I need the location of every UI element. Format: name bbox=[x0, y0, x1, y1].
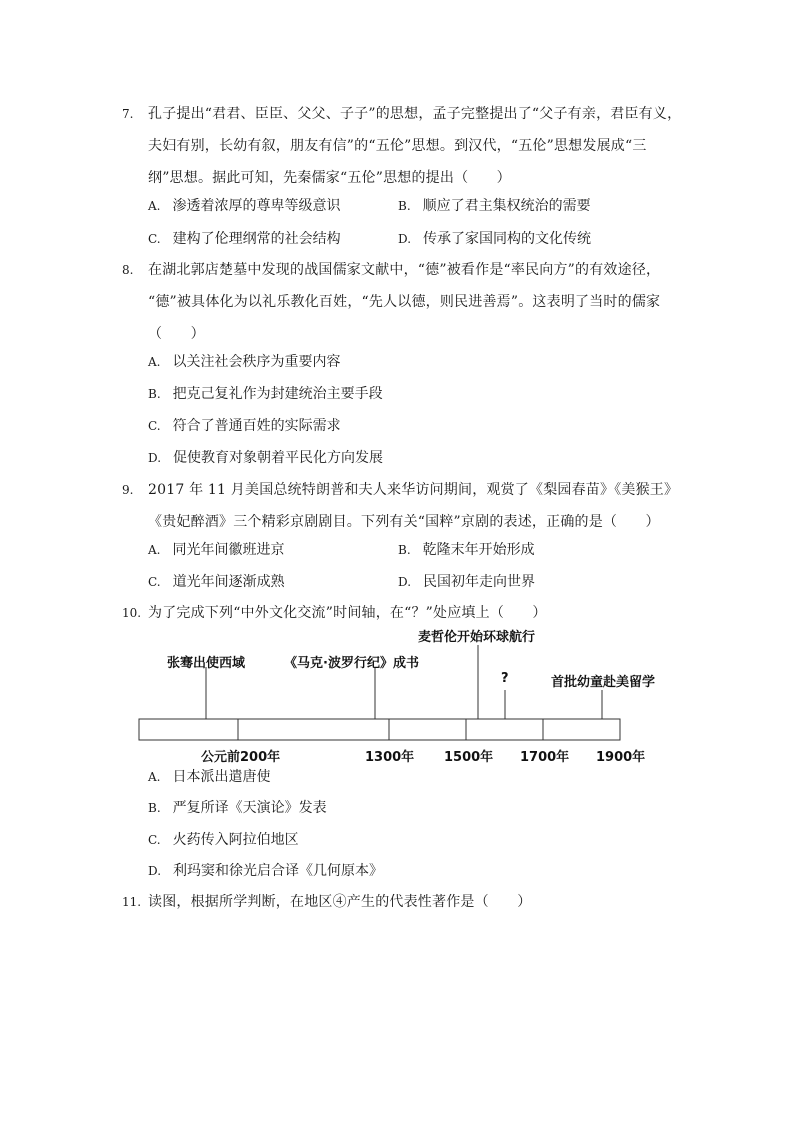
option-b[interactable]: B. 乾隆末年开始形成 bbox=[398, 542, 535, 558]
tick-label: 1500年 bbox=[444, 750, 494, 765]
option-c[interactable]: C. 道光年间逐渐成熟 bbox=[148, 574, 285, 590]
event-label-unknown: ? bbox=[501, 671, 509, 686]
option-b[interactable]: B. 顺应了君主集权统治的需要 bbox=[398, 198, 591, 214]
event-label: 麦哲伦开始环球航行 bbox=[418, 630, 536, 645]
stem-line: 孔子提出“君君、臣臣、父父、子子”的思想，孟子完整提出了“父子有亲，君臣有义， bbox=[148, 106, 682, 122]
event-label: 首批幼童赴美留学 bbox=[551, 675, 656, 690]
stem-line: 为了完成下列“中外文化交流”时间轴，在“？”处应填上（ ） bbox=[148, 605, 547, 621]
option-b[interactable]: B. 把克己复礼作为封建统治主要手段 bbox=[148, 386, 383, 402]
option-d[interactable]: D. 利玛窦和徐光启合译《几何原本》 bbox=[148, 863, 384, 879]
timeline-bar bbox=[139, 719, 620, 740]
tick-label: 1900年 bbox=[596, 750, 646, 765]
stem-line: 2017 年 11 月美国总统特朗普和夫人来华访问期间，观赏了《梨园春苗》《美猴王》 bbox=[148, 482, 679, 498]
option-a[interactable]: A. 渗透着浓厚的尊卑等级意识 bbox=[148, 198, 341, 214]
stem-line: 在湖北郭店楚墓中发现的战国儒家文献中，“德”被看作是“率民向方”的有效途径， bbox=[148, 262, 661, 278]
question-number: 9. bbox=[122, 483, 134, 497]
stem-line: 读图，根据所学判断，在地区④产生的代表性著作是（ ） bbox=[148, 894, 532, 910]
question-number: 10. bbox=[122, 606, 142, 620]
option-c[interactable]: C. 建构了伦理纲常的社会结构 bbox=[148, 231, 341, 247]
question-11 bbox=[122, 886, 682, 918]
option-b[interactable]: B. 严复所译《天演论》发表 bbox=[148, 800, 327, 816]
option-a[interactable]: A. 日本派出遣唐使 bbox=[148, 769, 271, 785]
stem-line: “德”被具体化为以礼乐教化百姓，“先人以德，则民进善焉”。这表明了当时的儒家 bbox=[148, 294, 661, 310]
tick-label: 1700年 bbox=[520, 750, 570, 765]
tick-label: 公元前200年 bbox=[201, 750, 281, 765]
event-label: 《马克·波罗行纪》成书 bbox=[284, 656, 419, 671]
stem-line: 夫妇有别，长幼有叙，朋友有信”的“五伦”思想。到汉代，“五伦”思想发展成“三 bbox=[148, 138, 647, 154]
event-label: 张骞出使西域 bbox=[167, 656, 246, 671]
tick-label: 1300年 bbox=[365, 750, 415, 765]
question-number: 8. bbox=[122, 263, 134, 277]
option-c[interactable]: C. 符合了普通百姓的实际需求 bbox=[148, 418, 341, 434]
stem-line: 纲”思想。据此可知，先秦儒家“五伦”思想的提出（ ） bbox=[148, 170, 511, 186]
option-c[interactable]: C. 火药传入阿拉伯地区 bbox=[148, 832, 299, 848]
stem-line: 《贵妃醉酒》三个精彩京剧剧目。下列有关“国粹”京剧的表述，正确的是（ ） bbox=[148, 514, 660, 530]
option-d[interactable]: D. 传承了家国同构的文化传统 bbox=[398, 231, 592, 247]
question-number: 11. bbox=[122, 895, 142, 909]
question-number: 7. bbox=[122, 107, 134, 121]
option-a[interactable]: A. 以关注社会秩序为重要内容 bbox=[148, 354, 341, 370]
option-d[interactable]: D. 民国初年走向世界 bbox=[398, 574, 536, 590]
option-a[interactable]: A. 同光年间徽班进京 bbox=[148, 542, 285, 558]
stem-line: （ ） bbox=[148, 326, 205, 342]
option-d[interactable]: D. 促使教育对象朝着平民化方向发展 bbox=[148, 450, 384, 466]
question-stem bbox=[148, 886, 682, 918]
